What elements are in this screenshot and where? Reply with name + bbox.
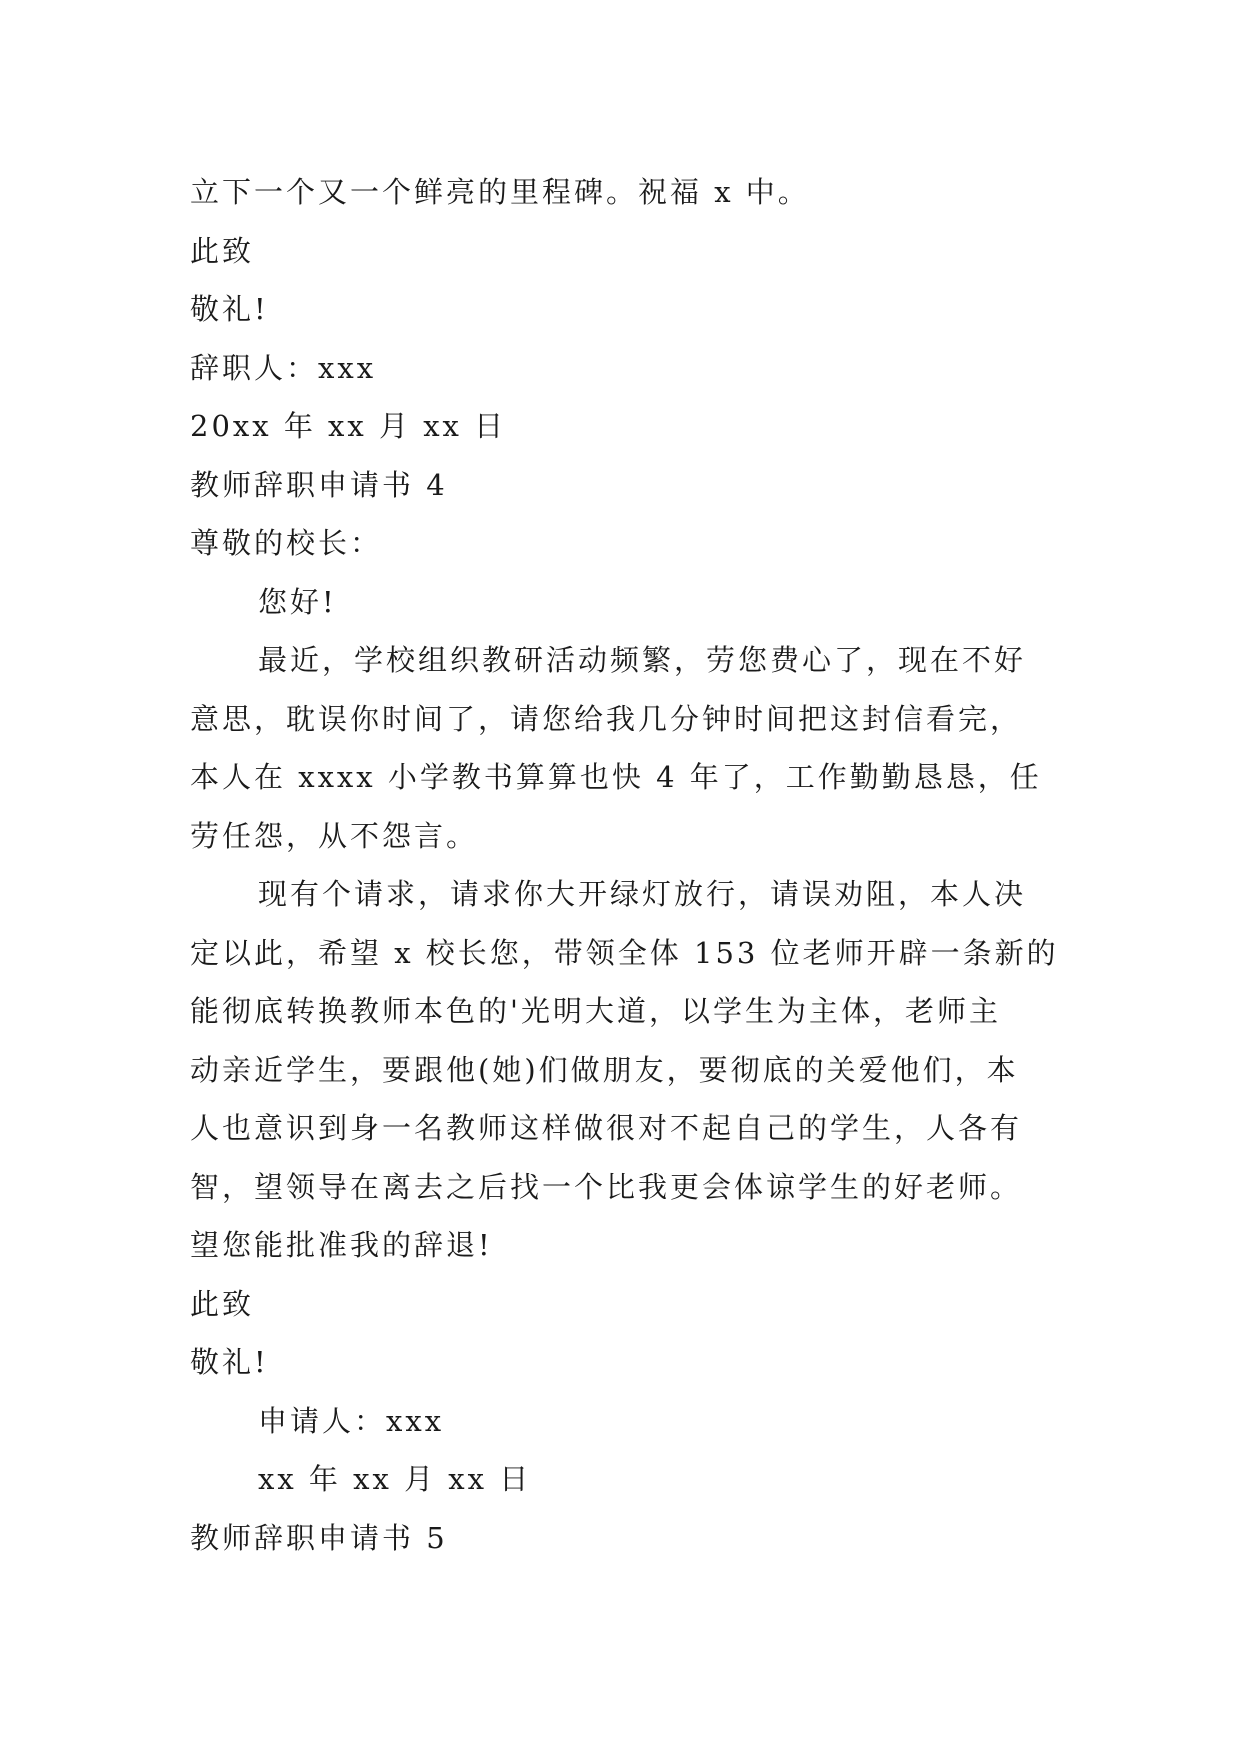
paragraph-line: 智，望领导在离去之后找一个比我更会体谅学生的好老师。 [190, 1169, 1023, 1204]
paragraph-line: 本人在 xxxx 小学教书算算也快 4 年了，工作勤勤恳恳，任 [190, 760, 1042, 794]
salutation-jingli: 敬礼! [190, 292, 269, 326]
closing-sentence: 立下一个又一个鲜亮的里程碑。祝福 x 中。 [190, 175, 810, 209]
salutation-jingli: 敬礼! [190, 1345, 269, 1379]
signer-line: 辞职人：xxx [190, 350, 377, 385]
paragraph-line: 最近，学校组织教研活动频繁，劳您费心了，现在不好 [258, 643, 1027, 677]
date-line: 20xx 年 xx 月 xx 日 [190, 409, 507, 443]
section-heading-5: 教师辞职申请书 5 [190, 1520, 448, 1555]
salutation-cizhi: 此致 [190, 233, 255, 268]
paragraph-line: 现有个请求，请求你大开绿灯放行，请误劝阻，本人决 [258, 877, 1027, 911]
paragraph-line: 望您能批准我的辞退! [190, 1228, 493, 1262]
salutation-cizhi: 此致 [190, 1286, 255, 1321]
section-heading-4: 教师辞职申请书 4 [190, 467, 448, 502]
paragraph-line: 劳任怨，从不怨言。 [190, 818, 479, 853]
applicant-line: 申请人：xxx [258, 1403, 445, 1438]
paragraph-line: 人也意识到身一名教师这样做很对不起自己的学生，人各有 [190, 1111, 1023, 1145]
paragraph-line: 能彻底转换教师本色的'光明大道，以学生为主体，老师主 [190, 994, 1001, 1028]
paragraph-line: 定以此，希望 x 校长您，带领全体 153 位老师开辟一条新的 [190, 935, 1059, 970]
addressee-line: 尊敬的校长： [190, 526, 383, 560]
paragraph-line: 动亲近学生，要跟他(她)们做朋友，要彻底的关爱他们，本 [190, 1052, 1019, 1087]
paragraph-line: 意思，耽误你时间了，请您给我几分钟时间把这封信看完， [190, 701, 1023, 736]
date-line: xx 年 xx 月 xx 日 [258, 1462, 532, 1496]
letter-body [190, 163, 1090, 1567]
greeting-line: 您好! [258, 584, 337, 619]
